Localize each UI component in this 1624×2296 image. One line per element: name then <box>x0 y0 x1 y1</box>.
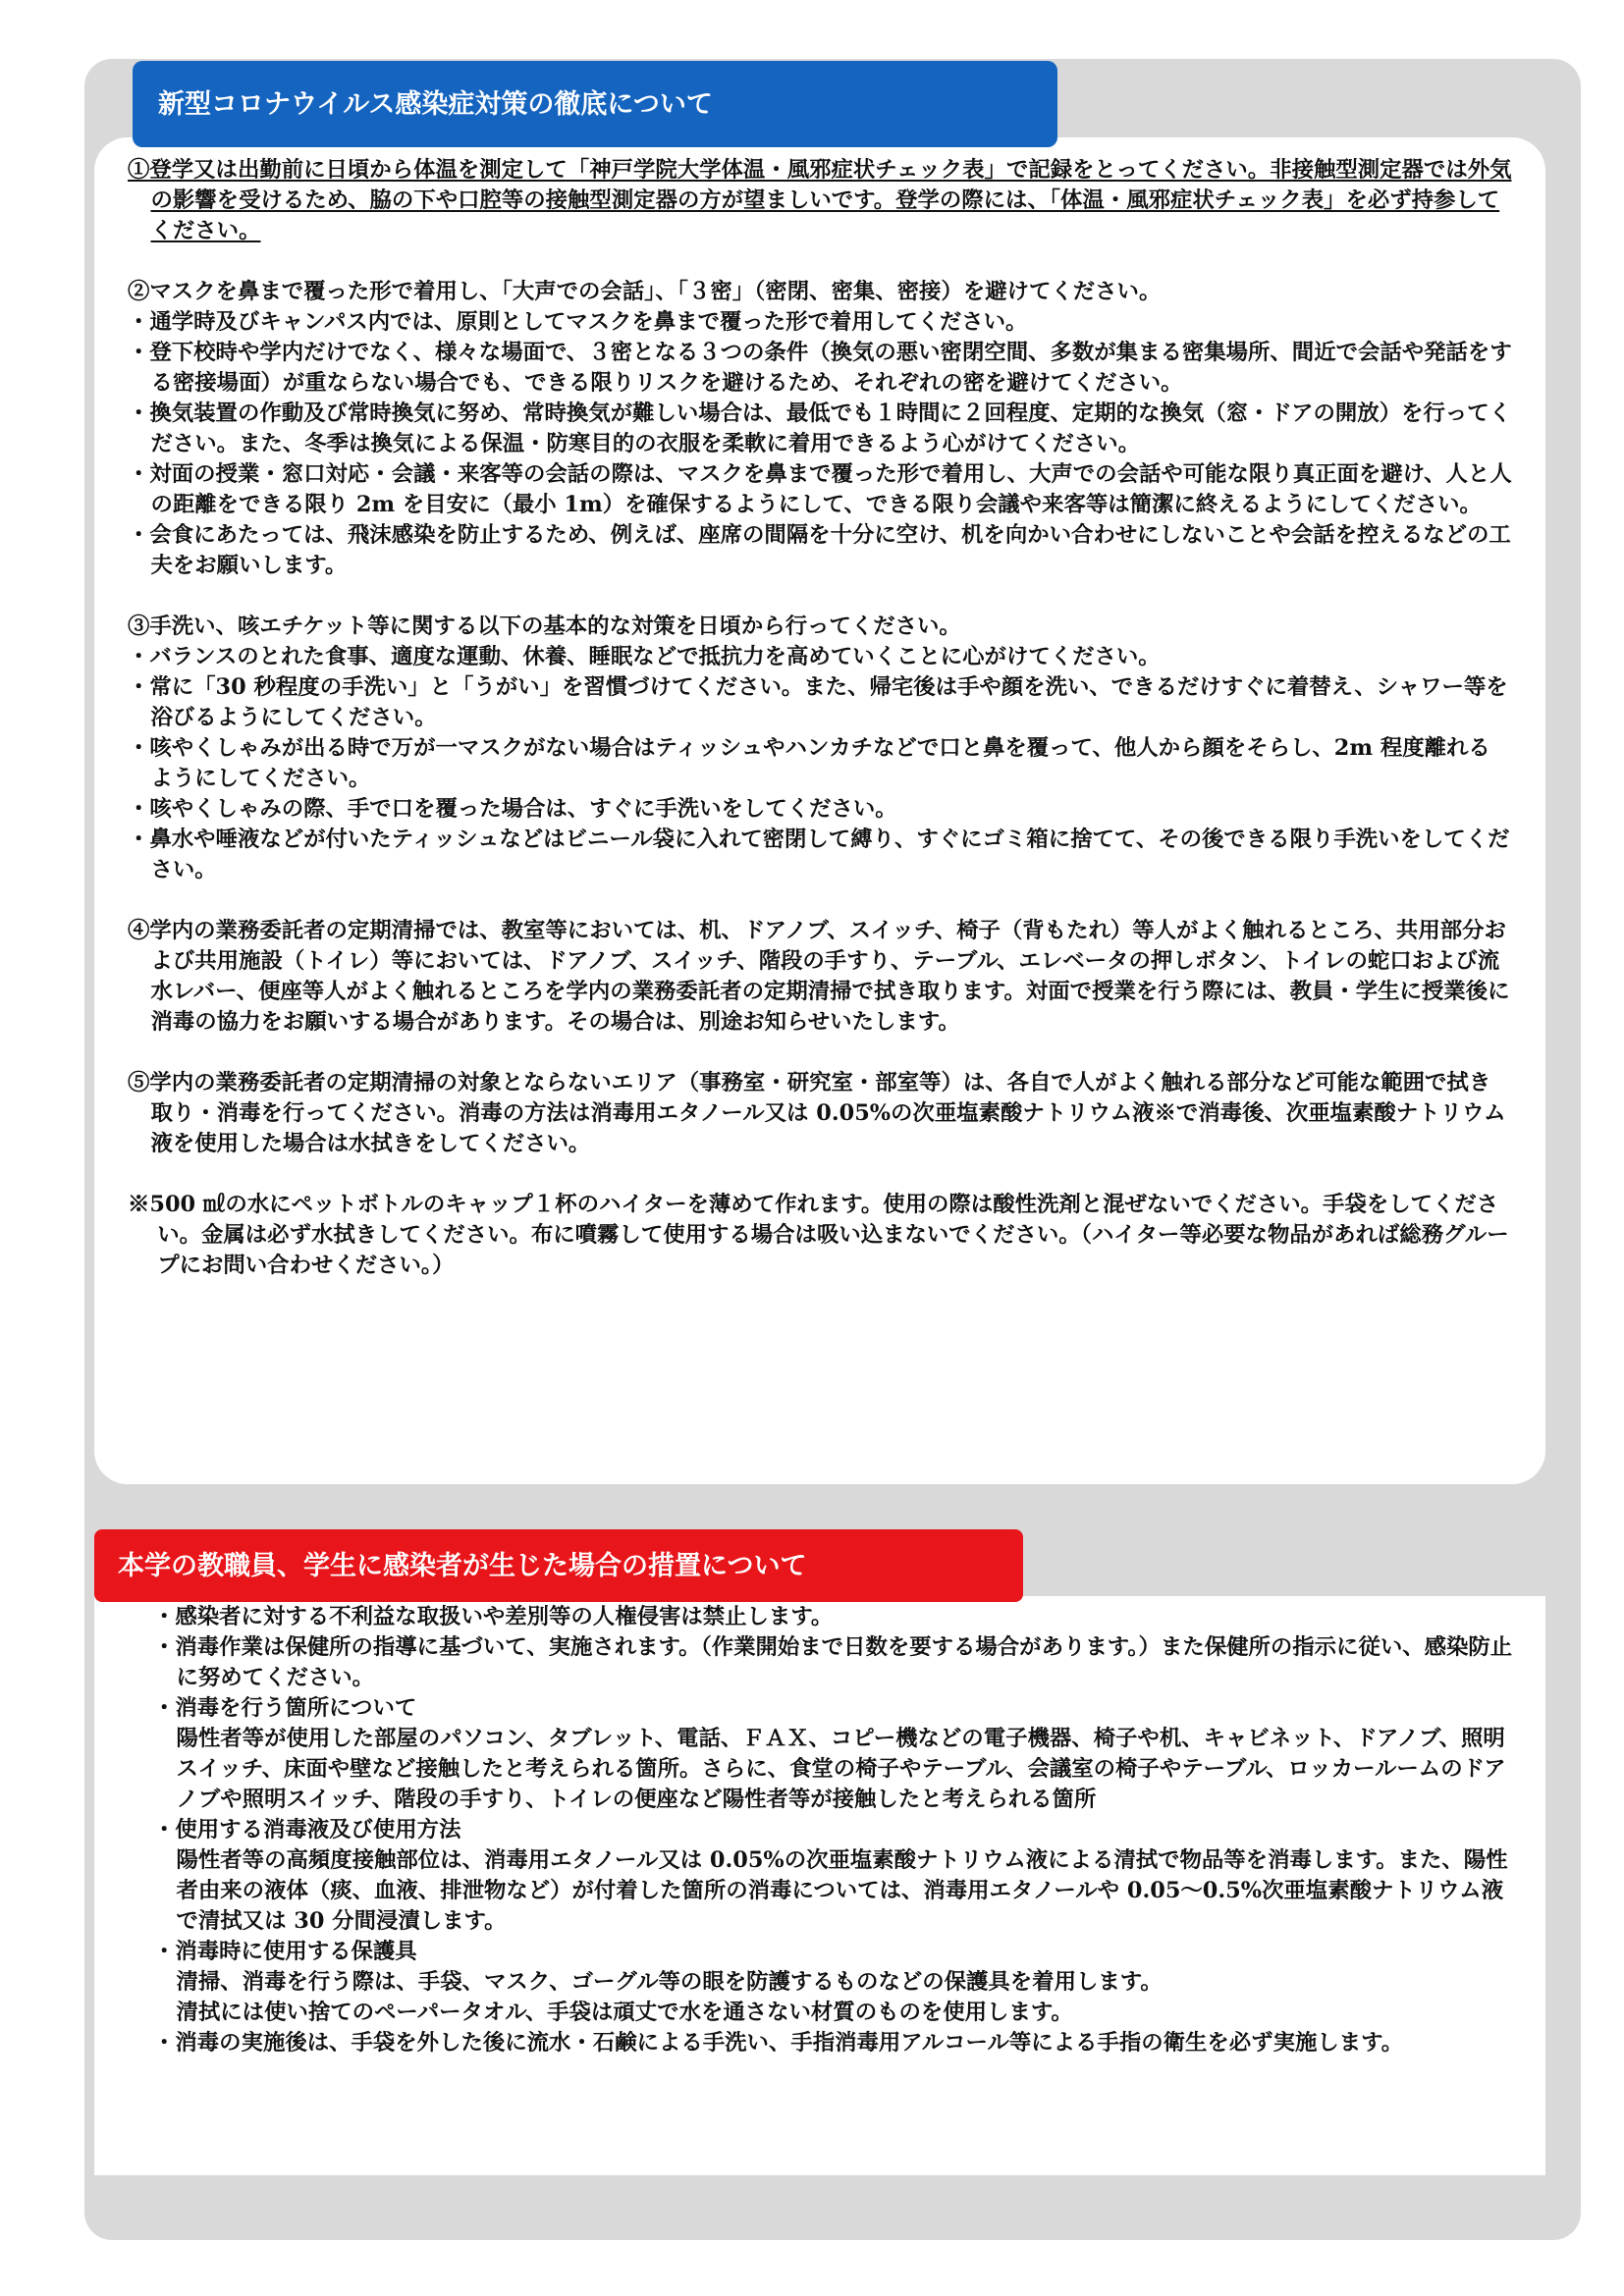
item4-text: ④学内の業務委託者の定期清掃では、教室等においては、机、ドアノブ、スイッチ、椅子（背もたれ）等人がよく触れるところ、共用部分および共用施設（トイレ）等においては、ドアノブ、スイッチ、階段の手すり、テーブル、エレベータの押しボタン、トイレの蛇口および流水レバー、便座等人がよく触れるところを学内の業務委託者の定期清掃で拭き取ります。対面で授業を行う際には、教員・学生に授業後に消毒の協力をお願いする場合があります。その場合は、別途お知らせいたします。 <box>128 918 1510 1035</box>
list-item: ・消毒作業は保健所の指導に基づいて、実施されます。（作業開始まで日数を要する場合があります。）また保健所の指示に従い、感染防止に努めてください。 <box>153 1634 1513 1690</box>
note-text: ※500 ㎖の水にペットボトルのキャップ１杯のハイターを薄めて作れます。使用の際は酸性洗剤と混ぜないでください。手袋をしてください。金属は必ず水拭きしてください。布に噴霧して使用する場合は吸い込まないでください。（ハイター等必要な物品があれば総務グループにお問い合わせください。） <box>128 1192 1509 1278</box>
note <box>128 1190 1512 1281</box>
item3 <box>128 612 1512 885</box>
list-item: ・感染者に対する不利益な取扱いや差別等の人権侵害は禁止します。 <box>153 1604 834 1629</box>
item4 <box>128 916 1512 1038</box>
list-item-body: 清拭には使い捨てのペーパータオル、手袋は頑丈で水を通さない材質のものを使用します。 <box>176 2000 1073 2025</box>
list-item: ・通学時及びキャンパス内では、原則としてマスクを鼻まで覆った形で着用してください。 <box>128 309 1028 335</box>
section2-title: 本学の教職員、学生に感染者が生じた場合の措置について <box>94 1529 1023 1602</box>
list-item: ・常に「30 秒程度の手洗い」と「うがい」を習慣づけてください。また、帰宅後は手や顔を洗い、できるだけすぐに着替え、シャワー等を浴びるようにしてください。 <box>128 674 1508 730</box>
list-item: ・咳やくしゃみの際、手で口を覆った場合は、すぐに手洗いをしてください。 <box>128 796 897 822</box>
item2 <box>128 277 1512 581</box>
list-item: ・使用する消毒液及び使用方法 <box>153 1817 461 1842</box>
list-item: ・バランスのとれた食事、適度な運動、休養、睡眠などで抵抗力を高めていくことに心がけてください。 <box>128 644 1161 669</box>
list-item: ・消毒を行う箇所について <box>153 1695 417 1721</box>
section2-content <box>153 1602 1522 2058</box>
item3-head: ③手洗い、咳エチケット等に関する以下の基本的な対策を日頃から行ってください。 <box>128 614 961 639</box>
section1-title: 新型コロナウイルス感染症対策の徹底について <box>133 61 1057 147</box>
list-item: ・咳やくしゃみが出る時で万が一マスクがない場合はティッシュやハンカチなどで口と鼻を覆って、他人から顔をそらし、2m 程度離れるようにしてください。 <box>128 735 1490 791</box>
list-item: ・鼻水や唾液などが付いたティッシュなどはビニール袋に入れて密閉して縛り、すぐにゴミ箱に捨てて、その後できる限り手洗いをしてください。 <box>128 827 1510 882</box>
list-item-body: 陽性者等の高頻度接触部位は、消毒用エタノール又は 0.05%の次亜塩素酸ナトリウム液による清拭で物品等を消毒します。また、陽性者由来の液体（痰、血液、排泄物など）が付着した箇所の消毒については、消毒用エタノールや 0.05～0.5%次亜塩素酸ナトリウム液で清拭又は 30 分間浸漬します。 <box>176 1847 1508 1934</box>
item2-head: ②マスクを鼻まで覆った形で着用し、「大声での会話」、「３密」（密閉、密集、密接）を避けてください。 <box>128 279 1162 304</box>
list-item: ・消毒の実施後は、手袋を外した後に流水・石鹸による手洗い、手指消毒用アルコール等による手指の衛生を必ず実施します。 <box>153 2030 1404 2056</box>
list-item: ・対面の授業・窓口対応・会議・来客等の会話の際は、マスクを鼻まで覆った形で着用し、大声での会話や可能な限り真正面を避け、人と人の距離をできる限り 2m を目安に（最小 1m）を確保するようにして、できる限り会議や来客等は簡潔に終えるようにしてください。 <box>128 461 1512 517</box>
item1 <box>128 155 1512 246</box>
item1-text: ①登学又は出勤前に日頃から体温を測定して「神戸学院大学体温・風邪症状チェック表」で記録をとってください。非接触型測定器では外気の影響を受けるため、脇の下や口腔等の接触型測定器の方が望ましいです。登学の際には、「体温・風邪症状チェック表」を必ず持参してください。 <box>128 157 1512 243</box>
section1-content <box>128 155 1512 1281</box>
list-item-body: 陽性者等が使用した部屋のパソコン、タブレット、電話、ＦＡＸ、コピー機などの電子機器、椅子や机、キャビネット、ドアノブ、照明スイッチ、床面や壁など接触したと考えられる箇所。さらに、食堂の椅子やテーブル、会議室の椅子やテーブル、ロッカールームのドアノブや照明スイッチ、階段の手すり、トイレの便座など陽性者等が接触したと考えられる箇所 <box>176 1726 1506 1812</box>
list-item: ・換気装置の作動及び常時換気に努め、常時換気が難しい場合は、最低でも１時間に２回程度、定期的な換気（窓・ドアの開放）を行ってください。また、冬季は換気による保温・防寒目的の衣服を柔軟に着用できるよう心がけてください。 <box>128 400 1512 456</box>
list-item: ・登下校時や学内だけでなく、様々な場面で、３密となる３つの条件（換気の悪い密閉空間、多数が集まる密集場所、間近で会話や発話をする密接場面）が重ならない場合でも、できる限りリスクを避けるため、それぞれの密を避けてください。 <box>128 340 1512 396</box>
list-item: ・消毒時に使用する保護具 <box>153 1939 417 1964</box>
list-item-body: 清掃、消毒を行う際は、手袋、マスク、ゴーグル等の眼を防護するものなどの保護具を着用します。 <box>176 1969 1163 1995</box>
item5-text: ⑤学内の業務委託者の定期清掃の対象とならないエリア（事務室・研究室・部室等）は、各自で人がよく触れる部分など可能な範囲で拭き取り・消毒を行ってください。消毒の方法は消毒用エタノール又は 0.05%の次亜塩素酸ナトリウム液※で消毒後、次亜塩素酸ナトリウム液を使用した場合は水拭きをしてください。 <box>128 1070 1506 1156</box>
item5 <box>128 1068 1512 1159</box>
list-item: ・会食にあたっては、飛沫感染を防止するため、例えば、座席の間隔を十分に空け、机を向かい合わせにしないことや会話を控えるなどの工夫をお願いします。 <box>128 522 1511 578</box>
